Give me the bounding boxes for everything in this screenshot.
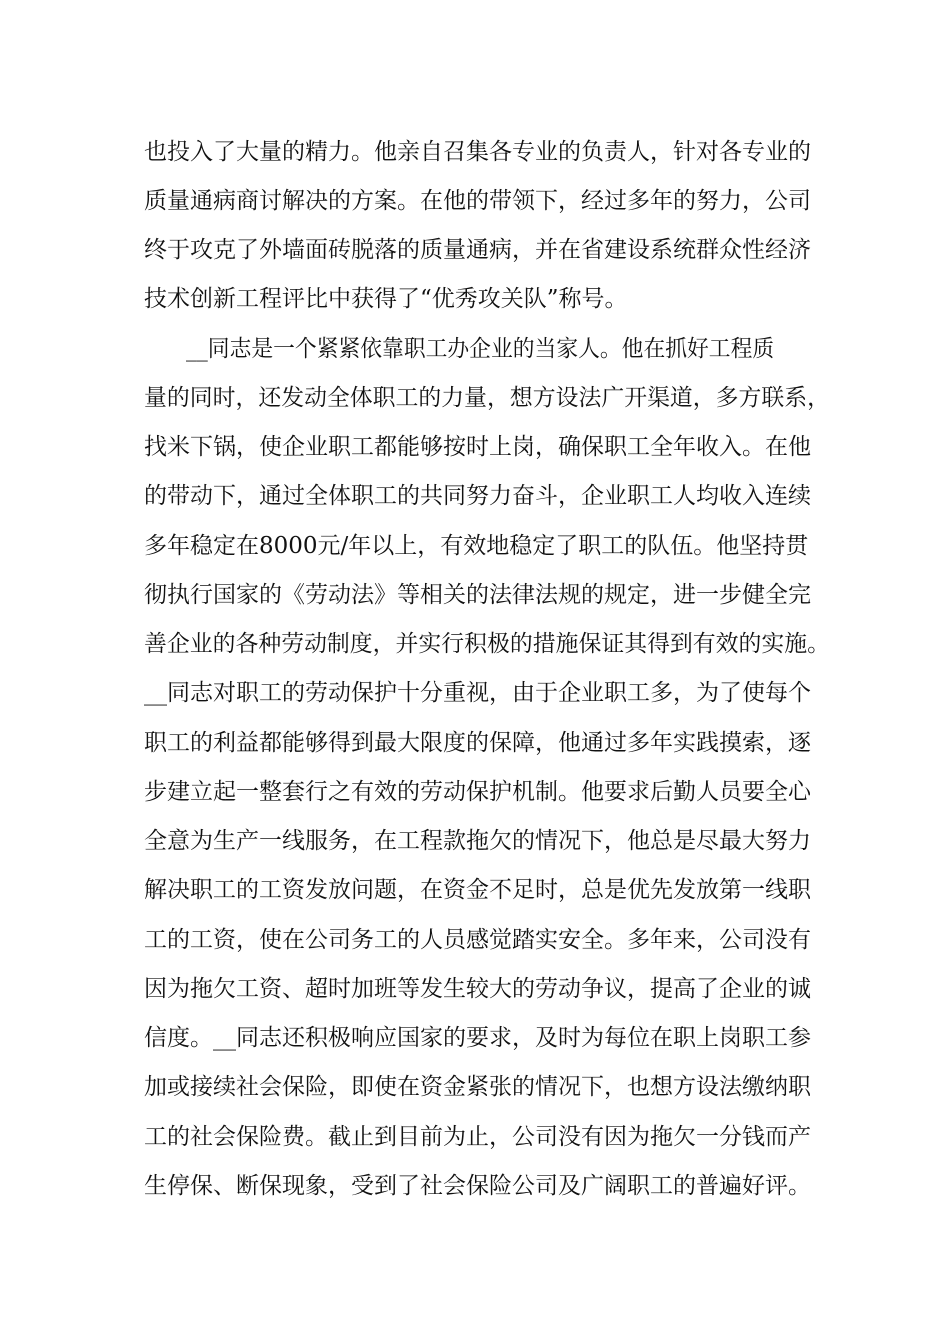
text-line: 善企业的各种劳动制度，并实行积极的措施保证其得到有效的实施。: [144, 631, 830, 657]
text-line: 工的工资，使在公司务工的人员感觉踏实安全。多年来，公司没有: [144, 927, 811, 953]
text-line: 终于攻克了外墙面砖脱落的质量通病，并在省建设系统群众性经济: [144, 237, 811, 263]
text-line: 工的社会保险费。截止到目前为止，公司没有因为拖欠一分钱而产: [144, 1124, 811, 1150]
text-line: 多年稳定在8000元/年以上，有效地稳定了职工的队伍。他坚持贯: [144, 533, 809, 559]
text-line: 彻执行国家的《劳动法》等相关的法律法规的规定，进一步健全完: [144, 582, 811, 608]
text-line: 找米下锅，使企业职工都能够按时上岗，确保职工全年收入。在他: [144, 434, 811, 460]
text-line: 也投入了大量的精力。他亲自召集各专业的负责人，针对各专业的: [144, 139, 811, 165]
text-line: 生停保、断保现象，受到了社会保险公司及广阔职工的普遍好评。: [144, 1173, 811, 1199]
text-line: 职工的利益都能够得到最大限度的保障，他通过多年实践摸索，逐: [144, 730, 811, 756]
text-line: 信度。__同志还积极响应国家的要求，及时为每位在职上岗职工参: [144, 1025, 811, 1051]
text-line: __同志对职工的劳动保护十分重视，由于企业职工多，为了使每个: [144, 680, 811, 706]
text-line: 因为拖欠工资、超时加班等发生较大的劳动争议，提高了企业的诚: [144, 976, 811, 1002]
text-line: 步建立起一整套行之有效的劳动保护机制。他要求后勤人员要全心: [144, 779, 811, 805]
text-line: 质量通病商讨解决的方案。在他的带领下，经过多年的努力，公司: [144, 188, 811, 214]
text-line: 技术创新工程评比中获得了“优秀攻关队”称号。: [144, 286, 628, 312]
paragraph-first-line: __同志是一个紧紧依靠职工办企业的当家人。他在抓好工程质: [186, 336, 775, 362]
text-line: 量的同时，还发动全体职工的力量，想方设法广开渠道，多方联系，: [144, 385, 830, 411]
text-line: 加或接续社会保险，即使在资金紧张的情况下，也想方设法缴纳职: [144, 1074, 811, 1100]
text-line: 全意为生产一线服务，在工程款拖欠的情况下，他总是尽最大努力: [144, 828, 811, 854]
text-line: 解决职工的工资发放问题，在资金不足时，总是优先发放第一线职: [144, 877, 811, 903]
text-line: 的带动下，通过全体职工的共同努力奋斗，企业职工人均收入连续: [144, 483, 811, 509]
